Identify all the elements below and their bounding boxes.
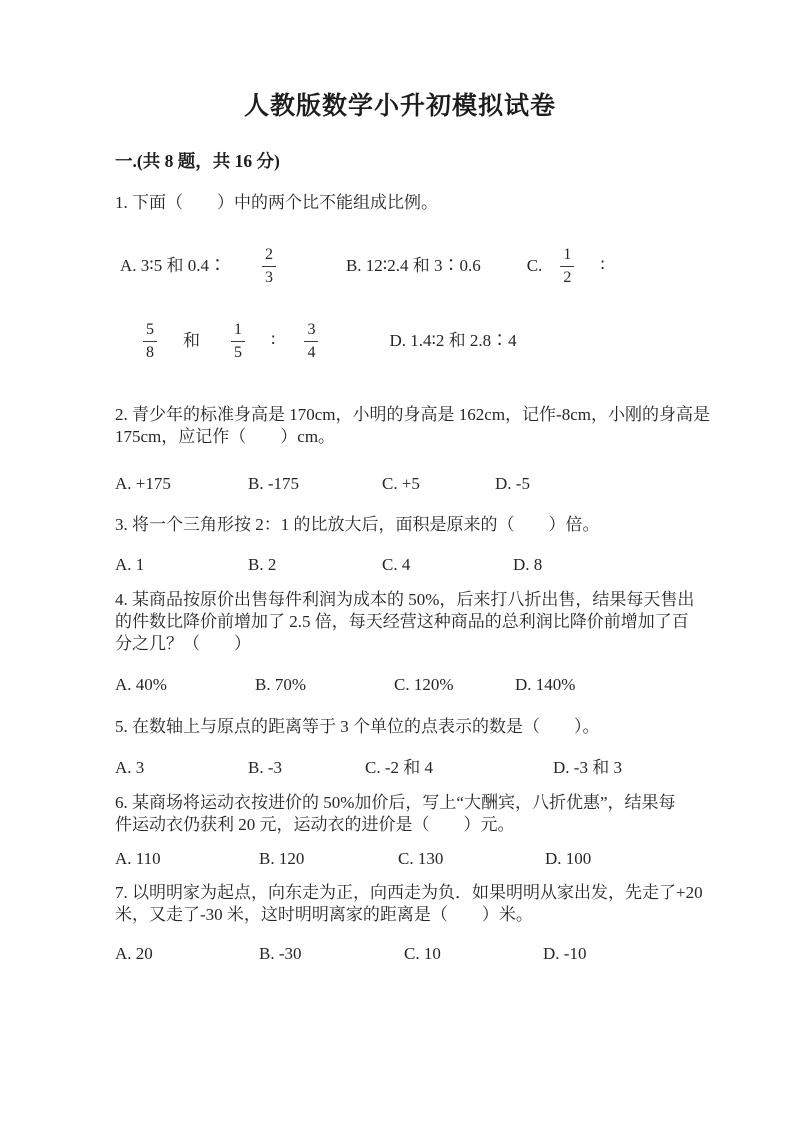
fraction-1-5 [231,320,245,363]
option-a: A. 40% [115,675,167,694]
question-6-stem [115,792,700,836]
option-c: C. 130 [398,849,444,868]
question-7-options [115,943,700,965]
option-c: C. [526,256,543,275]
stem-line: 5. 在数轴上与原点的距离等于 3 个单位的点表示的数是（ ）。 [115,717,600,736]
option-b: B. 70% [255,675,306,694]
ratio-colon: ∶ [600,256,605,275]
option-c: C. -2 和 4 [365,758,433,777]
and-text: 和 [183,331,200,350]
fraction-numerator: 3 [304,320,318,342]
option-c: C. 4 [382,555,411,574]
option-a: A. +175 [115,474,171,493]
question-1-stem [115,192,700,214]
stem-line: 米，又走了-30 米，这时明明离家的距离是（ ）米。 [115,905,533,924]
stem-line: 分之几？（ ） [115,634,251,653]
option-d: D. -10 [543,944,587,963]
option-c: C. 120% [394,675,454,694]
exam-content [0,150,710,965]
option-b: B. 2 [248,555,277,574]
question-4-options [115,674,700,696]
page-title: 人教版数学小升初模拟试卷 [243,93,556,120]
stem-line: 的件数比降价前增加了 2.5 倍，每天经营这种商品的总利润比降价前增加了百 [115,612,689,631]
option-d: D. -5 [495,474,530,493]
question-1 [115,192,700,365]
fraction-denominator: 4 [307,343,316,361]
option-d: D. 140% [515,675,576,694]
stem-line: 6. 某商场将运动衣按进价的 50%加价后，写上“大酬宾，八折优惠”，结果每 [115,793,676,812]
fraction-2-3 [262,245,276,288]
fraction-numerator: 1 [560,245,574,267]
fraction-numerator: 5 [143,320,157,342]
question-7-stem [115,882,703,926]
question-1-options-row-1 [115,242,700,290]
stem-line: 4. 某商品按原价出售每件利润为成本的 50%，后来打八折出售，结果每天售出 [115,590,695,609]
fraction-numerator: 1 [231,320,245,342]
question-3-stem [115,514,700,536]
option-c: C. 10 [404,944,441,963]
stem-line: 175cm，应记作（ ）cm。 [115,427,336,446]
fraction-denominator: 5 [234,343,242,361]
question-2-stem [115,404,710,448]
option-d: D. 8 [513,555,543,574]
question-1-options-row-2 [115,317,700,365]
question-7 [115,882,703,965]
stem-line: 7. 以明明家为起点，向东走为正，向西走为负．如果明明从家出发，先走了+20 [115,883,703,902]
fraction-3-4 [304,320,318,363]
question-3-options [115,554,700,576]
option-a: A. 1 [115,555,145,574]
question-5-stem [115,716,700,738]
fraction-denominator: 8 [146,343,154,361]
ratio-colon: ∶ [271,331,276,350]
fraction-numerator: 2 [262,245,276,267]
question-2-options [115,473,700,495]
option-b: B. -3 [248,758,282,777]
option-a: A. 110 [115,849,161,868]
option-b: B. -175 [248,474,299,493]
option-a: A. 3∶5 和 0.4∶ [120,256,226,275]
question-4 [115,589,700,696]
stem-line: 1. 下面（ ）中的两个比不能组成比例。 [115,193,438,212]
option-b: B. -30 [259,944,302,963]
option-a: A. 20 [115,944,153,963]
option-a: A. 3 [115,758,145,777]
fraction-1-2 [560,245,574,288]
stem-line: 件运动衣仍获利 20 元，运动衣的进价是（ ）元。 [115,815,515,834]
option-d: D. 100 [545,849,592,868]
option-b: B. 12∶2.4 和 3∶0.6 [345,256,481,275]
question-2 [115,404,710,495]
stem-line: 2. 青少年的标准身高是 170cm，小明的身高是 162cm，记作-8cm，小刚的身高是 [115,405,710,424]
option-d: D. 1.4∶2 和 2.8∶4 [389,331,517,350]
fraction-denominator: 3 [264,268,273,286]
question-6-options [115,848,700,870]
fraction-denominator: 2 [563,268,572,286]
option-c: C. +5 [382,474,420,493]
fraction-5-8 [143,320,157,363]
question-6 [115,792,700,870]
question-3 [115,514,700,576]
question-5-options [115,757,700,779]
stem-line: 3. 将一个三角形按 2：1 的比放大后，面积是原来的（ ）倍。 [115,515,600,534]
option-d: D. -3 和 3 [553,758,622,777]
question-4-stem [115,589,700,655]
question-5 [115,716,700,779]
section-header: 一.(共 8 题，共 16 分) [115,151,280,171]
option-b: B. 120 [259,849,305,868]
